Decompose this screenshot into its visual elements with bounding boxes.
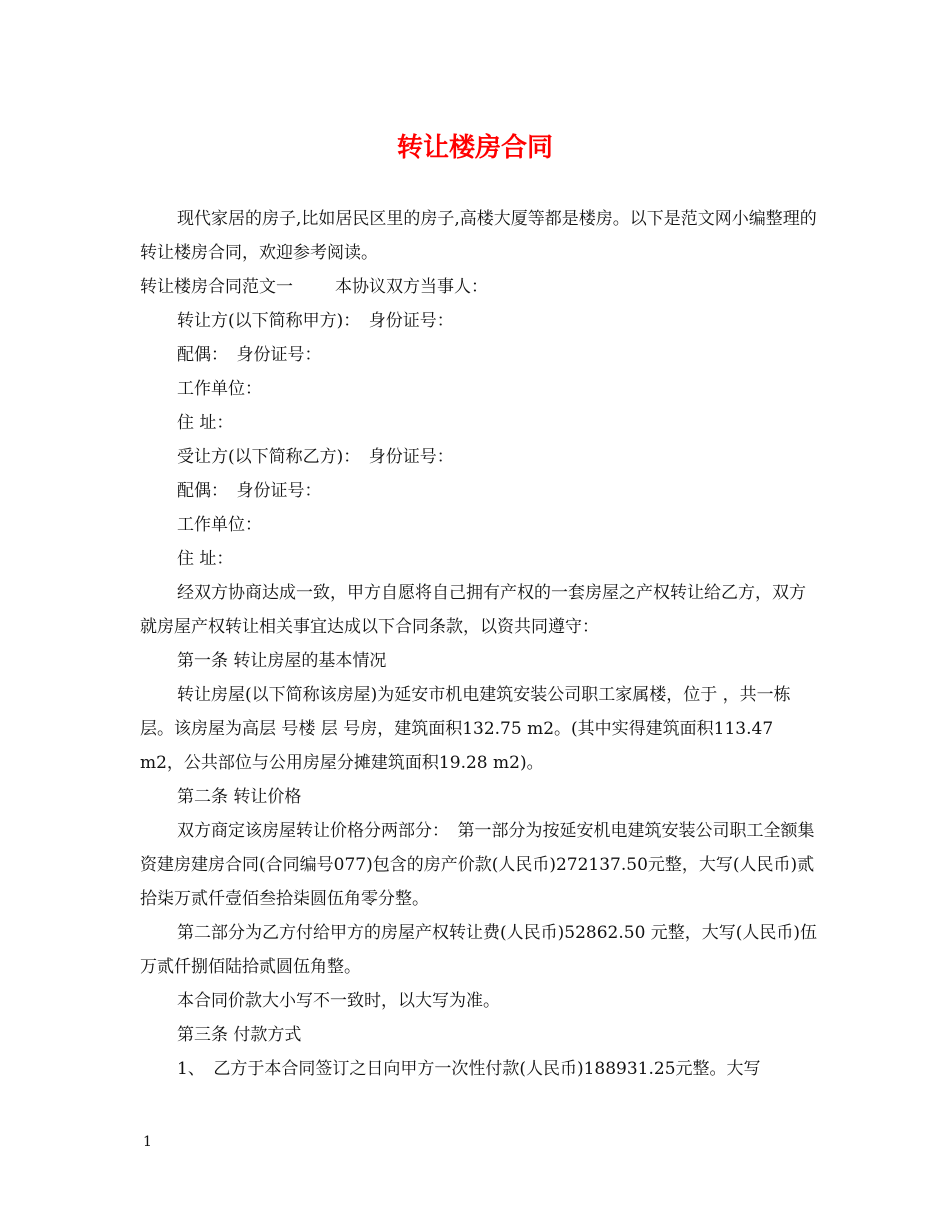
page-title: 转让楼房合同 xyxy=(396,133,553,163)
price-priority-paragraph: 本合同价款大小写不一致时，以大写为准。 xyxy=(177,991,500,1011)
transferor-line: 转让方(以下简称甲方)： 身份证号： xyxy=(177,311,454,331)
article-2-heading: 第二条 转让价格 xyxy=(177,787,302,807)
article-1-heading: 第一条 转让房屋的基本情况 xyxy=(177,651,387,671)
transferee-address-line: 住 址： xyxy=(177,549,234,569)
transferor-work-unit-line: 工作单位： xyxy=(177,379,262,399)
transferor-spouse-line: 配偶： 身份证号： xyxy=(177,345,322,365)
page-number: 1 xyxy=(143,1134,152,1150)
intro-paragraph: 现代家居的房子,比如居民区里的房子,高楼大厦等都是楼房。以下是范文网小编整理的转让楼房合同，欢迎参考阅读。 xyxy=(140,209,817,263)
sample-heading-line xyxy=(140,270,822,304)
transferor-address-line: 住 址： xyxy=(177,413,234,433)
parties-intro: 本协议双方当事人： xyxy=(335,277,488,297)
transferee-spouse-line: 配偶： 身份证号： xyxy=(177,481,322,501)
sample-heading: 转让楼房合同范文一 xyxy=(140,277,293,297)
payment-item-1: 1、 乙方于本合同签订之日向甲方一次性付款(人民币)188931.25元整。大写 xyxy=(177,1059,761,1079)
price-part-1-paragraph: 双方商定该房屋转让价格分两部分： 第一部分为按延安机电建筑安装公司职工全额集资建房建房合同(合同编号077)包含的房产价款(人民币)272137.50元整，大写(人民币)贰拾柒万贰仟壹佰叁拾柒圆伍角零分整。 xyxy=(140,821,815,909)
agreement-paragraph: 经双方协商达成一致，甲方自愿将自己拥有产权的一套房屋之产权转让给乙方，双方就房屋产权转让相关事宜达成以下合同条款，以资共同遵守： xyxy=(140,583,806,637)
article-3-heading: 第三条 付款方式 xyxy=(177,1025,302,1045)
price-part-2-paragraph: 第二部分为乙方付给甲方的房屋产权转让费(人民币)52862.50 元整，大写(人民币)伍万贰仟捌佰陆拾贰圆伍角整。 xyxy=(140,923,818,977)
document-body xyxy=(140,202,822,1086)
transferee-work-unit-line: 工作单位： xyxy=(177,515,262,535)
transferee-line: 受让方(以下简称乙方)： 身份证号： xyxy=(177,447,454,467)
article-1-paragraph: 转让房屋(以下简称该房屋)为延安市机电建筑安装公司职工家属楼，位于 ，共一栋 层。该房屋为高层 号楼 层 号房，建筑面积132.75 m2。(其中实得建筑面积113.47 m2，公共部位与公用房屋分摊建筑面积19.28 m2)。 xyxy=(140,685,791,773)
